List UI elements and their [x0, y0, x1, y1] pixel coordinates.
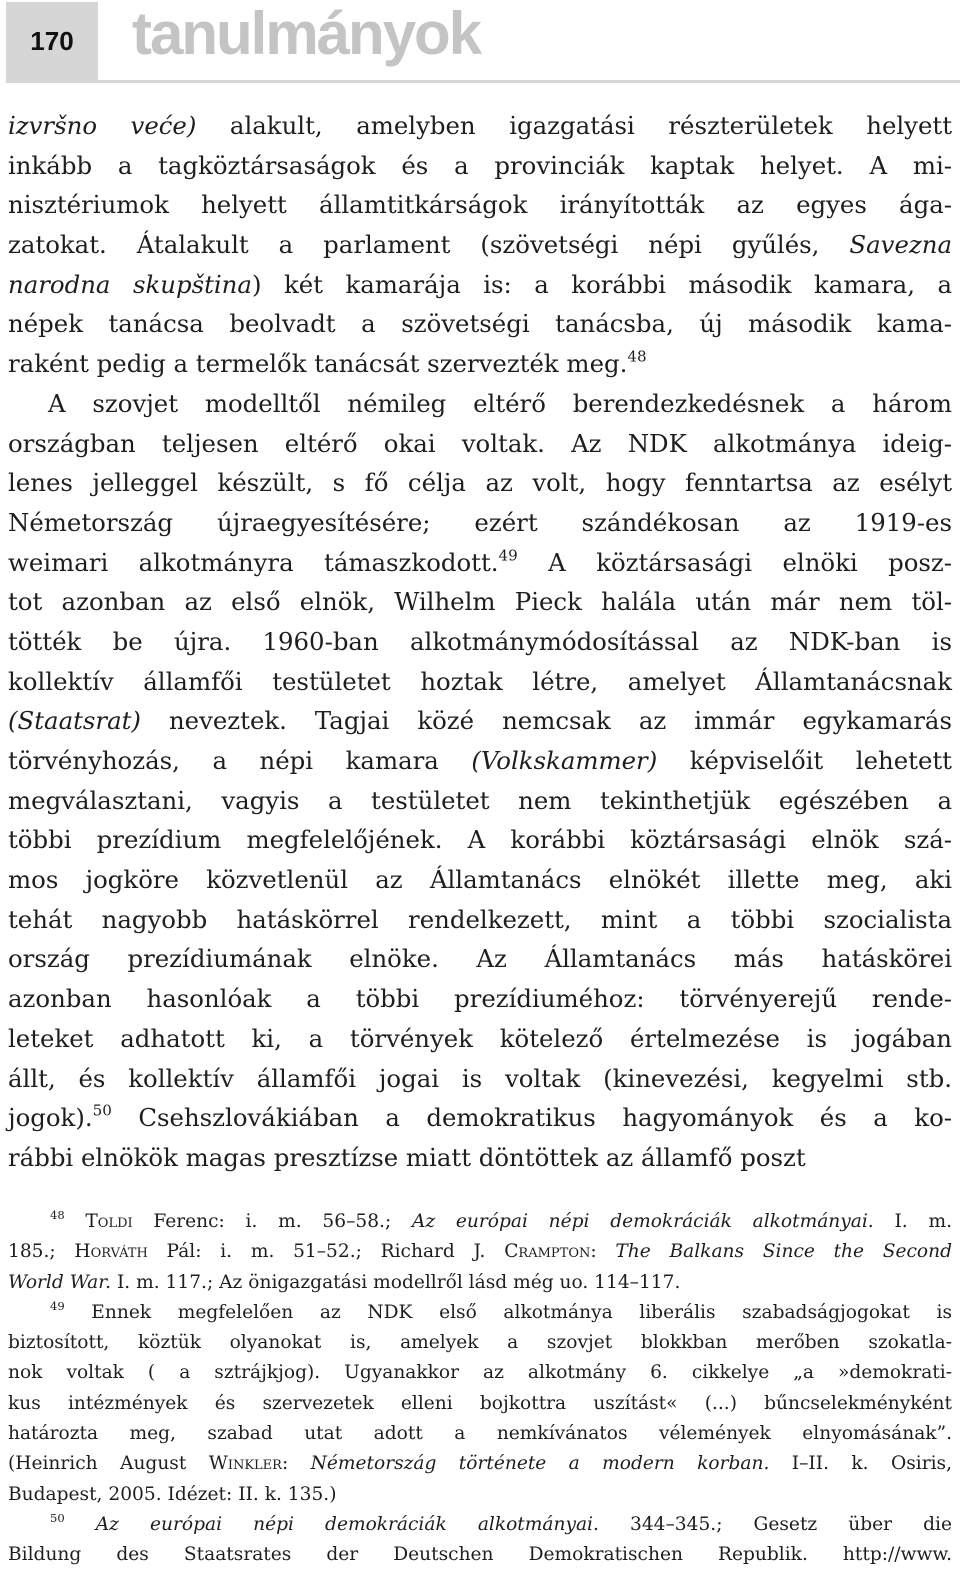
body-line: A szovjet modelltől némileg eltérő berendezkedésnek a három	[48, 388, 952, 418]
footnote-line: $^{50}$ Az európai népi demokráciák alkotmányai. 344–345.; Gesetz über die	[50, 1510, 952, 1535]
body-line: népek tanácsa beolvadt a szövetségi tanácsba, új második kama-	[8, 309, 952, 339]
body-line: zatokat. Átalakult a parlament (szövetségi népi gyűlés, Savezna	[8, 230, 952, 260]
body-line: országban teljesen eltérő okai voltak. Az NDK alkotmánya ideig-	[8, 428, 952, 458]
body-line: többi prezídium megfelelőjének. A korábbi köztársasági elnök szá-	[8, 825, 952, 855]
footnote-line: határozta meg, szabad utat adott a nemkívánatos vélemények elnyomásának”.	[8, 1423, 952, 1445]
page-number	[6, 2, 98, 80]
body-line: tot azonban az első elnök, Wilhelm Pieck halála után már nem töl-	[8, 587, 952, 617]
footnote-line: kus intézmények és szervezetek elleni bojkottra uszítást« (...) bűncselekményként	[8, 1392, 952, 1414]
footnote-ref: 49	[498, 545, 518, 564]
footnote-ref: 50	[92, 1101, 112, 1120]
footnote-line: nok voltak ( a sztrájkjog). Ugyanakkor az alkotmány 6. cikkelye „a »demokrati-	[8, 1362, 952, 1384]
body-line: nisztériumok helyett államtitkárságok irányították az egyes ága-	[8, 190, 952, 220]
body-line: narodna skupština) két kamarája is: a korábbi második kamara, a	[8, 269, 952, 299]
body-line: törvényhozás, a népi kamara (Volkskammer) képviselőit lehetett	[8, 746, 952, 775]
body-line: lenes jelleggel készült, s fő célja az volt, hogy fenntartsa az esélyt	[8, 468, 952, 498]
footnote-ref: 50	[50, 1510, 65, 1525]
body-line: mos jogköre közvetlenül az Államtanács elnökét illette meg, aki	[8, 865, 952, 895]
body-line: ország prezídiumának elnöke. Az Államtanács más hatáskörei	[8, 944, 952, 974]
footnote-ref: 48	[627, 347, 647, 366]
body-line: (Staatsrat) neveztek. Tagjai közé nemcsak az immár egykamarás	[8, 706, 952, 736]
body-line: weimari alkotmányra támaszkodott.$^{49}$ A köztársasági elnöki posz-	[8, 545, 952, 577]
body-line: Németország újraegyesítésére; ezért szándékosan az 1919-es	[8, 507, 952, 537]
footnote-line: biztosított, köztük olyanokat is, amelyek a szovjet blokkban merőben szokatla-	[8, 1332, 952, 1354]
footnote-line: $^{49}$ Ennek megfelelően az NDK első alkotmánya liberális szabadságjogokat is	[50, 1298, 952, 1323]
body-line: állt, és kollektív államfői jogai is voltak (kinevezési, kegyelmi stb.	[8, 1063, 952, 1093]
body-line: kollektív államfői testületet hoztak létre, amelyet Államtanácsnak	[8, 666, 952, 696]
body-line: tehát nagyobb hatáskörrel rendelkezett, mint a többi szocialista	[8, 904, 952, 934]
body-line: azonban hasonlóak a többi prezídiuméhoz: törvényerejű rende-	[8, 984, 952, 1014]
footnote-line: World War. I. m. 117.; Az önigazgatási modellről lásd még uo. 114–117.	[8, 1271, 681, 1293]
body-text	[8, 106, 952, 1178]
footnote-line: $^{48}$ Toldi Ferenc: i. m. 56–58.; Az európai népi demokráciák alkotmányai. I. m.	[50, 1207, 952, 1232]
page-number-text: 170	[30, 25, 74, 56]
footnote-line: 185.; Horváth Pál: i. m. 51–52.; Richard J. Crampton: The Balkans Since the Second	[8, 1241, 952, 1263]
footnote-line: Budapest, 2005. Idézet: II. k. 135.)	[8, 1483, 337, 1505]
footnote-line: Bildung des Staatsrates der Deutschen Demokratischen Republik. http://www.	[8, 1544, 952, 1566]
body-line: rábbi elnökök magas presztízse miatt döntöttek az államfő poszt	[8, 1142, 806, 1172]
body-line: tötték be újra. 1960-ban alkotmánymódosítással az NDK-ban is	[8, 626, 952, 656]
footnote-ref: 48	[50, 1207, 65, 1222]
body-line: izvršno veće) alakult, amelyben igazgatási részterületek helyett	[8, 111, 952, 140]
body-line: raként pedig a termelők tanácsát szervezték meg.$^{48}$	[8, 347, 647, 379]
body-line: inkább a tagköztársaságok és a provinciák kaptak helyet. A mi-	[8, 150, 952, 180]
section-title: tanulmányok	[132, 0, 481, 67]
footnote-line: (Heinrich August Winkler: Németország története a modern korban. I–II. k. Osiris,	[8, 1453, 953, 1475]
body-line: leteket adhatott ki, a törvények kötelező értelmezése is jogában	[8, 1023, 952, 1053]
header-divider	[6, 80, 960, 83]
body-line: megválasztani, vagyis a testületet nem tekinthetjük egészében a	[8, 785, 952, 815]
body-line: jogok).$^{50}$ Csehszlovákiában a demokratikus hagyományok és a ko-	[8, 1101, 952, 1133]
footnote-ref: 49	[50, 1298, 65, 1313]
footnotes	[8, 1207, 952, 1571]
